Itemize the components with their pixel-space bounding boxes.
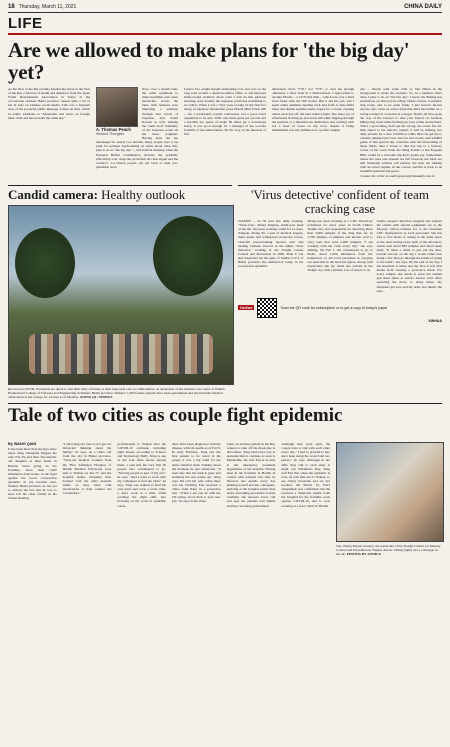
photo-tree-left xyxy=(15,228,75,298)
lead-article xyxy=(8,87,442,179)
tale-photo-caption-text: Top: Zhang Yujuan (center), the researcher of the Tianjin Centers for Disease Control and Prevention in Tianjin. Above: Zhang (right) and a colleague in the lab. xyxy=(336,544,441,557)
photo-people xyxy=(29,334,213,374)
lead-headline: Are we allowed to make plans for 'the big day' yet? xyxy=(8,38,410,84)
qr-box xyxy=(238,298,442,318)
qr-code-icon[interactable] xyxy=(257,298,277,318)
virus-signature: XINHUA xyxy=(428,318,442,323)
virus-section xyxy=(238,185,442,399)
tale-photo xyxy=(336,442,444,542)
author-box xyxy=(96,87,138,136)
tale-col-6 xyxy=(281,442,330,556)
author-name: A. Thomas Peach xyxy=(96,127,131,132)
masthead xyxy=(8,4,442,13)
tale-col-2 xyxy=(63,442,112,556)
virus-col-1 xyxy=(238,219,303,294)
date-line: Thursday, March 11, 2021 xyxy=(18,4,77,10)
contact-line: Contact the writer at andrewpeach@chinadaily.com.cn xyxy=(360,173,436,178)
lead-text-1: As the Year of the Pig recently handed the baton to the Year of the Rat, a fixation of health and dementor from the Japan Youth Development Association in Tokyo to the coronavirus stricken Hubei province caused quite a bit of stir in Asia on Chinese social media. This was a frequent dose of the powerful public message written on mad, which in reality translates to "Mountains and rivers on foreign land, wind and moon under the same sky." xyxy=(8,87,90,120)
lead-col-2 xyxy=(96,87,178,179)
tale-photo-block xyxy=(336,442,442,556)
page-number: 18 xyxy=(8,4,15,10)
tale-text-6: Although they were apart, the couple tries to talk with each other every day. "I feel so grateful to her, she's been doing the work from two places," he says. Although in her shift, they talk to each other at night. On Valentine's Day, Xing told Fan that when the epidemic is over, he will take her to Wuhan, to see cherry blossoms and eat dry noodles. On March 10, Fan's assignment was confirmed and she received a memorial medal from her hospital for the frontline work against COVID-19, and is now working at a fever clinic in Harbin. xyxy=(281,442,331,508)
virus-col-3 xyxy=(377,219,442,294)
tale-col-5 xyxy=(227,442,276,556)
middle-row xyxy=(8,185,442,399)
candid-photo-credit: XIONG QI / XINHUA xyxy=(79,395,113,400)
candid-headline xyxy=(8,185,232,202)
tale-author: By WANG QIAN xyxy=(8,442,37,447)
lead-text-3: I know I've caught myself fantasizing over and over as the long tails around a skeleton-staffed office or self-imposed home-bound isolation about what I will do that glorious morning. And actually the Japanese poem has something to do with it. When I was a "live" pure rowing on my first in a string of Japanese melodrama years Honda Mini Truck 200 -- not a particularly trendy contraption, but a good travel expedition to be sure. With only three-gears per second and a horrible top speed of under 80 miles (at a downslope hour), it was good enough for a manager of the wooded foothills of the Adirondacks. By the way, in the interests of full xyxy=(184,87,266,137)
tale-headline: Tale of two cities as couple fight epidemic xyxy=(8,403,442,426)
candid-headline-bold: Candid camera: xyxy=(8,187,98,203)
author-photo xyxy=(96,87,138,127)
tale-col-3 xyxy=(117,442,166,556)
author-role: Second Thoughts xyxy=(96,132,125,137)
virus-article xyxy=(238,219,442,294)
lead-text-4: disclosure, that's "T70," not "T70", to save me enough otherwise. I have been in a mind-refusal, I approached to another Honda -- a CT70 this time -- which was over a hard level faster than the 300 model. But it did the job, and I spent entire summers hauling back and forth to base-filled lakes and hidden summer-home slopes for a closer, evening where each day off, the pure remove fight. The sheer joy of effortlessly flowing up and down hill while flipping through the gearbox to a mischievous destination and arriving with not a bead of sweat on my brow despite it being midsummer was my definition of a perfect August xyxy=(272,87,354,132)
online-label: Online xyxy=(240,305,253,311)
tale-text-3: professionals to Wuhan after the COVID-19 outbreak, including eight nurses, according to Science and Technology Daily. Xing is one of the four male nurses among them, a task that the very first 20 people who volunteered to go. "Serving people is part of my job," he says, "And I want to work with my colleagues to beat the virus," he says. Xing was trained to hold his own space and cover a work order, a day's work at a time, while working the night shift, he's focusing on his work in epidemic wards. xyxy=(117,442,167,508)
tale-col-1 xyxy=(8,442,57,556)
tale-text-5: Chen, an anxious patient in his 80s, wanted to take off his mask due to discomfort. Xing tried every way to persuade him to continue to wear it. Meanwhile, his wife Fan is on duty at the emergency treatment department of her hospital. Having been in the frontline in Harbin in contact with patients who may be infected, she spends every day pushing herself and her colleagues. Arriving at the hospital earlier than usual, and taking preventive actions carefully, she answers every call and sees the patients and admits and they are being quarantined. xyxy=(226,442,276,508)
virus-text-1: TIANJIN -- At 30 past late daily evening, "Virus-Cup", Zhang Yanjuan, Adult-year head of the lab, has been working round for 14 days. Yanjuan, Zhang Yu, a pair of medical experts, make genes and widespread protective forces, virus-fill base-breaking nuclear acid and dealing cabinets. Known as the unlike "virus detective" working at the Tianjin Centre Control and Prevention in 1998, Yuan Y Cai and researcher hit the gene of SARS-CoV-2 of Hubei province, the number-lab today, in the coronavirus epidemic. xyxy=(238,219,304,269)
lead-col-3 xyxy=(184,87,266,179)
lead-col-5 xyxy=(360,87,442,179)
lead-col-4 xyxy=(272,87,354,179)
lead-text-5: day -- maybe with some CDs or Van Halen in the background to make the scenario. So, in a nutshell, that's what I plan to do on "the big day." I know the Beijing has restrictions on motorcycle riding within various concentric ring roads, and to be quite frank, I just haven't known anyone who owns an actual dead-thin mini motorbike on a racing tourney in a one-tuk in wrapper. Nearly all have gone the way of the Chevy's to take your flatted car backlets hiking ring roads while fetching up your e-bike around here. That's a good thing, don't get me wrong, the ozone fire all-time signal to the nation's capital, it will be making two daily errands for a nice 150,000 or while then can get me to a hearty unimproved river, and yes and woods, and wildlife game. If that special day coincides with the blossoming of those fields, then a bonus to that day trip to a faraway corner of the Great Wall, the Ming Tombs or the Fragrant Hills would be a welcome trip that's gonna say. Somewhere where the trees and streams are full blossom, the birds are still twittering without cell phones, the bees are making with an actual regime, in the corona, and life is back to its beautiful splendid and peace. xyxy=(360,87,442,173)
tale-article xyxy=(8,442,442,556)
tale-photo-caption xyxy=(336,544,442,556)
virus-text-2: Zhang has been working as a CDC laboratory technician for three years in North China's Tianjin city, and responsible for detecting more than 3,000 samples of the drug thus far, in 1,700 samples of jumpers and nucleic acid to carry tests that were 2,000 samples. "I am working with the virus every day," she says smiling. On Feb 1, she volunteered to go to Enshi, about 1,000 kilometers from her hometown, to aid local personnel in carrying out detection in the hard-hit region. Along with researchers she lay when she arrived in the Tianjin city with a mother, lots of chores to do. xyxy=(307,219,373,273)
candid-caption-text: Recovered COVID-19 patients are quick to tout their daily activities at their long-term care accommodation, an adaptation of the standard care center at Wuhan Promotional College of Software and Engineering in Wuhan, Hubei province. Wuhan's 1,002 former patients have been quarantined and placed under medical observation at the college for 14 days as of Monday. xyxy=(8,387,225,400)
virus-col-2 xyxy=(307,219,372,294)
virus-text-3: results, prepare detection reagents and analyze the results with special equipment are as the Moonly carbon-contains for to the intestinal CDC headquarters as local personnel. She has four to five hours of resting in the same space as the virus during every shift of the laboratory which took about 600 samples and detect them daily. "It takes a while to just put the shirt, bottom and set, so the day I would rather lose doing a few than go through the hassle of going to the toilet," she says. By the end of the day, I am stretched at times and my face is left with marks from wearing a protective mask. For every sample, she needs to press the sample gun three times to extract nucleic acid. After repeating the move so many times, my shoulders get sore and my arms feel numb, she says. xyxy=(376,219,442,293)
photo-tree-right xyxy=(153,216,223,296)
lead-col-1 xyxy=(8,87,90,179)
tale-text-4: there have been diagnosed with the disease, with six deaths as of Feb 9. In early February, Xing saw the first patient to be cured in his group; it was a big relief for the entire medical team. Talking about the moment, he gets emotional. "It feels like that the dark is gone and suddenly the sun comes up," Xing says. He told his wife when there was her birthday, Fan received a video from Xing in a protective suit. "When I see you be with me I'm trying. Good luck to your new job," he says in the video. xyxy=(172,442,221,504)
tale-col-4 xyxy=(172,442,221,556)
candid-headline-rest: Healthy outlook xyxy=(101,187,186,203)
tale-text-2: "I am trying my best to not get too distracted thinking about my family," he says, on a video call from the city in Hubei province. "Sixty-six medical workers from the First Affiliated Hospital of Harbin Medical University were sent to Wuhan on Jan 27, and the hospital teams, including him, bonded with the other hospital teams as they tried with inoculations to help counter the coronavirus." xyxy=(62,442,112,496)
tale-text-1: It has been more than 44 days since nurse Xing Zhongzhe hugged his wife Fan Yu and their five-month-old daughter at their home in Harbin. Since going on the frontline, more than 1,000 kilometers from home, in the fight against the novel coronavirus epidemic in the hard-hit area, Wuhan, Hubei province, he has yet to address the fact that he was to have left his other family in his virtual meeting. xyxy=(8,447,57,501)
lead-text-2: Now, over a month later, the same sentiment to make headlines and cause heartaches across the land, with netizens now imparting a wellness through new levels of Japanese and South Korean as well, making the "same boat" mentality of the Japanese poem all the more poignant. Having been the lap messenger for nearly two months, many people start to be grim for perhaps daydreaming on terms about what they plan to do as "the big day" -- that festival morning when the National Health Commission declares the epidemic effectively over, rings the proverbial all-clear signal and the country's 1.4 billion people can get back to their pre-pandemic lives. xyxy=(96,87,178,169)
tale-photo-credit: PHOTOS BY XINHUA xyxy=(346,552,381,557)
candid-photo xyxy=(8,205,234,385)
candid-caption xyxy=(8,387,232,399)
candid-section xyxy=(8,185,232,399)
brand-logo: CHINA DAILY xyxy=(404,4,442,10)
virus-headline: 'Virus detective' confident of team cracking case xyxy=(238,185,442,216)
qr-text: Scan the QR code for subscription or to get a copy of today's paper xyxy=(280,305,388,310)
section-title: LIFE xyxy=(8,15,442,35)
